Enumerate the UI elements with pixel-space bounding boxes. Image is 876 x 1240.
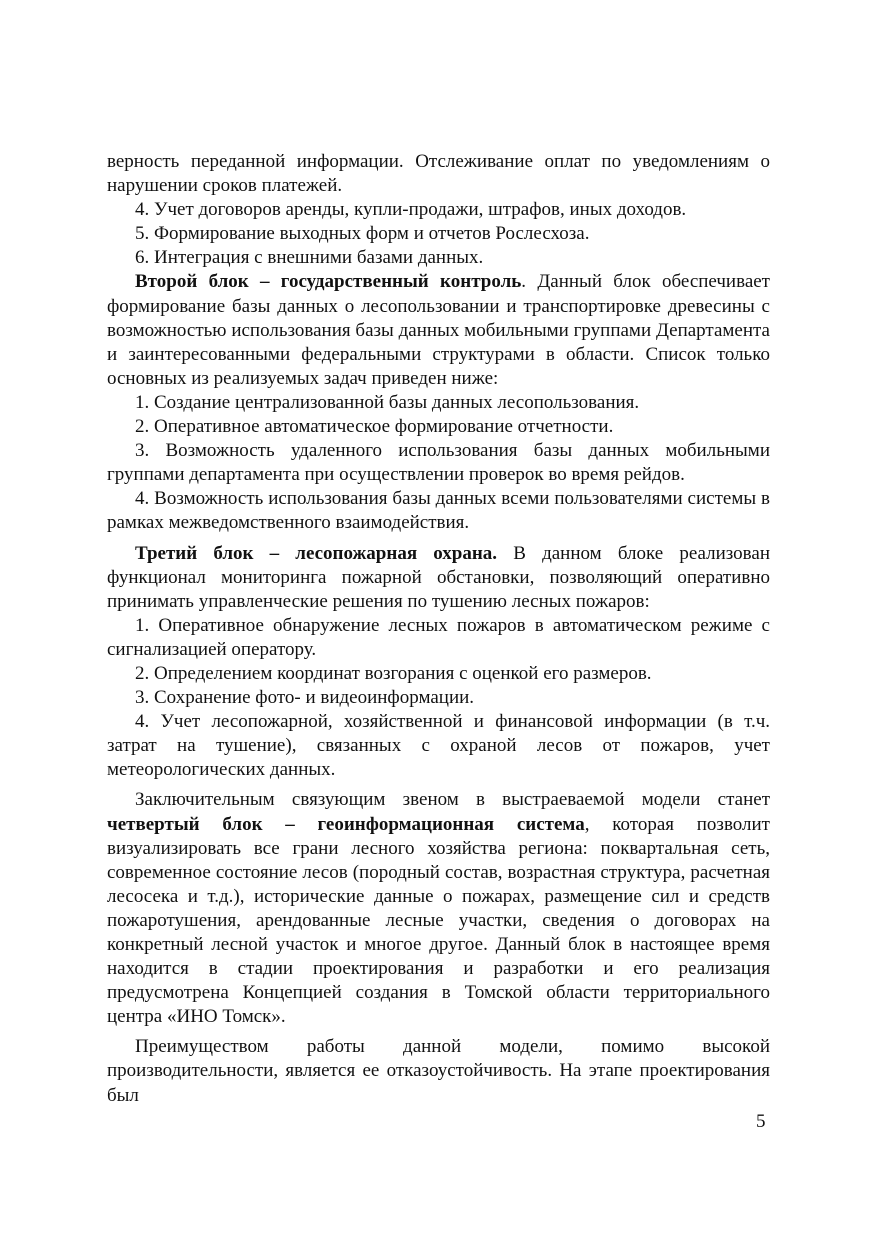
heading-third-block: Третий блок – лесопожарная охрана. xyxy=(135,542,498,564)
heading-fourth-block: четвертый блок – геоинформационная система xyxy=(107,813,585,835)
paragraph-text: В данном блоке реализован функционал мониторинга пожарной обстановки, позволяющий оперативно принимать управленческие решения по тушению лесных пожаров: xyxy=(107,542,770,612)
paragraph-text: Заключительным связующим звеном в выстраеваемой модели станет xyxy=(135,789,770,811)
list-item: 3. Возможность удаленного использования базы данных мобильными группами департамента при осуществлении проверок во время рейдов. xyxy=(107,440,770,486)
paragraph-continuation: верность переданной информации. Отслеживание оплат по уведомлениям о нарушении сроков платежей. xyxy=(107,151,770,197)
list-item: 1. Создание централизованной базы данных лесопользования. xyxy=(135,391,640,413)
list-item: 2. Определением координат возгорания с оценкой его размеров. xyxy=(135,662,652,684)
heading-second-block: Второй блок – государственный контроль xyxy=(135,271,522,293)
page-number: 5 xyxy=(756,1111,766,1132)
list-item: 4. Учет договоров аренды, купли-продажи, штрафов, иных доходов. xyxy=(135,199,687,221)
list-item: 5. Формирование выходных форм и отчетов Рослесхоза. xyxy=(135,223,590,245)
paragraph-advantages: Преимуществом работы данной модели, помимо высокой производительности, является ее отказоустойчивость. На этапе проектирования был xyxy=(107,1036,770,1106)
paragraph-second-block xyxy=(107,270,770,390)
paragraph-text: , которая позволит визуализировать все грани лесного хозяйства региона: поквартальная сеть, современное состояние лесов (породный состав, возрастная структура, расчетная лесосека и т.д.), исторические данные о пожарах, размещение сил и средств пожаротушения, арендованные лесные участки, сведения о договорах на конкретный лесной участок и многое другое. Данный блок в настоящее время находится в стадии проектирования и разработки и его реализация предусмотрена Концепцией создания в Томской области территориального центра «ИНО Томск». xyxy=(107,813,770,1028)
paragraph-third-block xyxy=(107,542,770,614)
list-item: 1. Оперативное обнаружение лесных пожаров в автоматическом режиме с сигнализацией оператору. xyxy=(107,614,770,660)
list-item: 4. Возможность использования базы данных всеми пользователями системы в рамках межведомственного взаимодействия. xyxy=(107,488,770,534)
paragraph-fourth-block xyxy=(107,788,770,1029)
list-item: 6. Интеграция с внешними базами данных. xyxy=(135,247,484,269)
page-body xyxy=(107,150,770,1108)
list-item: 3. Сохранение фото- и видеоинформации. xyxy=(135,687,475,709)
list-item: 2. Оперативное автоматическое формирование отчетности. xyxy=(135,416,614,438)
list-item: 4. Учет лесопожарной, хозяйственной и финансовой информации (в т.ч. затрат на тушение), связанных с охраной лесов от пожаров, учет метеорологических данных. xyxy=(107,711,770,781)
paragraph-text: . Данный блок обеспечивает формирование базы данных о лесопользовании и транспортировке древесины с возможностью использования базы данных мобильными группами Департамента и заинтересованными федеральными структурами в области. Список только основных из реализуемых задач приведен ниже: xyxy=(107,271,770,389)
